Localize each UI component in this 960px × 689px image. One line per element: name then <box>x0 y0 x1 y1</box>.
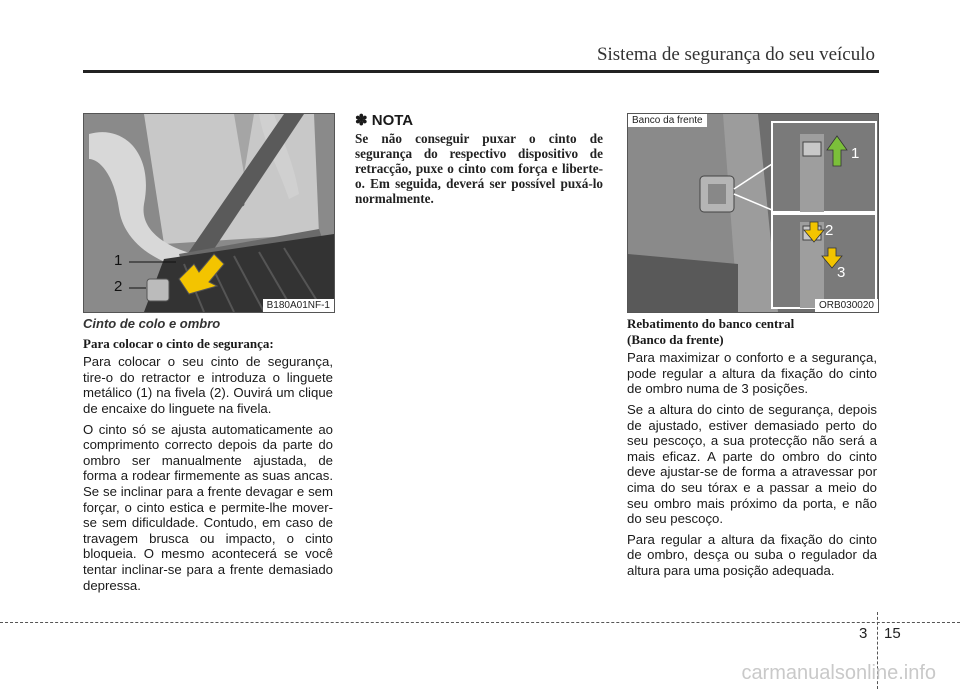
page-number: 15 <box>884 625 901 642</box>
seatbelt-buckle-figure <box>83 113 335 313</box>
right-column <box>627 316 877 584</box>
section-subheading: Para colocar o cinto de segurança: <box>83 335 274 351</box>
shoulder-anchor-figure <box>627 113 879 313</box>
section-heading-line1: Rebatimento do banco central <box>627 316 795 331</box>
header-rule <box>83 70 879 73</box>
figure-corner-label: Banco da frente <box>628 114 707 127</box>
callout-2: 2 <box>825 222 834 239</box>
chapter-number: 3 <box>859 625 868 642</box>
section-heading: Cinto de colo e ombro <box>83 316 221 331</box>
page-header-title: Sistema de segurança do seu veículo <box>596 44 875 65</box>
footer-rule <box>0 622 960 623</box>
nota-body: Se não conseguir puxar o cinto de segurança do respectivo dispositivo de retracção, puxe o cinto com força e liberte-o. Em seguida, deverá ser possível puxá-lo normalmente. <box>355 131 603 206</box>
shoulder-anchor-illustration <box>628 114 878 312</box>
callout-2: 2 <box>114 278 123 295</box>
figure-code: B180A01NF-1 <box>263 299 334 312</box>
paragraph: Para colocar o seu cinto de segurança, tire-o do retractor e introduza o linguete metálico (1) na fivela (2). Ouvirá um clique de encaixe do linguete na fivela. <box>83 354 333 416</box>
paragraph: Se a altura do cinto de segurança, depois de ajustado, estiver demasiado perto do seu pescoço, a sua protecção não será a mais eficaz. A parte do ombro do cinto deve ajustar-se de forma a atravessar por cima do seu tórax e a passar a meio do seu ombro mais próximo da porta, e não do seu pescoço. <box>627 401 877 527</box>
left-column <box>83 316 333 598</box>
callout-1: 1 <box>851 145 860 162</box>
callout-1: 1 <box>114 252 123 269</box>
nota-title: ✽ NOTA <box>355 112 414 129</box>
paragraph: Para regular a altura da fixação do cinto de ombro, desça ou suba o regulador da altura para uma posição adequada. <box>627 531 877 578</box>
section-heading-line2: (Banco da frente) <box>627 331 724 347</box>
paragraph: O cinto só se ajusta automaticamente ao comprimento correcto depois da parte do ombro ser manualmente ajustada, de forma a rodear firmemente as suas ancas. Se se inclinar para a frente devagar e sem forçar, o cinto estica e permite-lhe mover-se sem dificuldade. Contudo, em caso de travagem brusca ou impacto, o cinto bloqueia. O mesmo acontecerá se você tentar inclinar-se para a frente demasiado depressa. <box>83 421 333 593</box>
watermark: carmanualsonline.info <box>741 662 936 684</box>
callout-3: 3 <box>837 264 846 281</box>
paragraph: Para maximizar o conforto e a segurança, pode regular a altura da fixação do cinto de ombro numa de 3 posições. <box>627 350 877 397</box>
figure-code: ORB030020 <box>815 299 878 312</box>
